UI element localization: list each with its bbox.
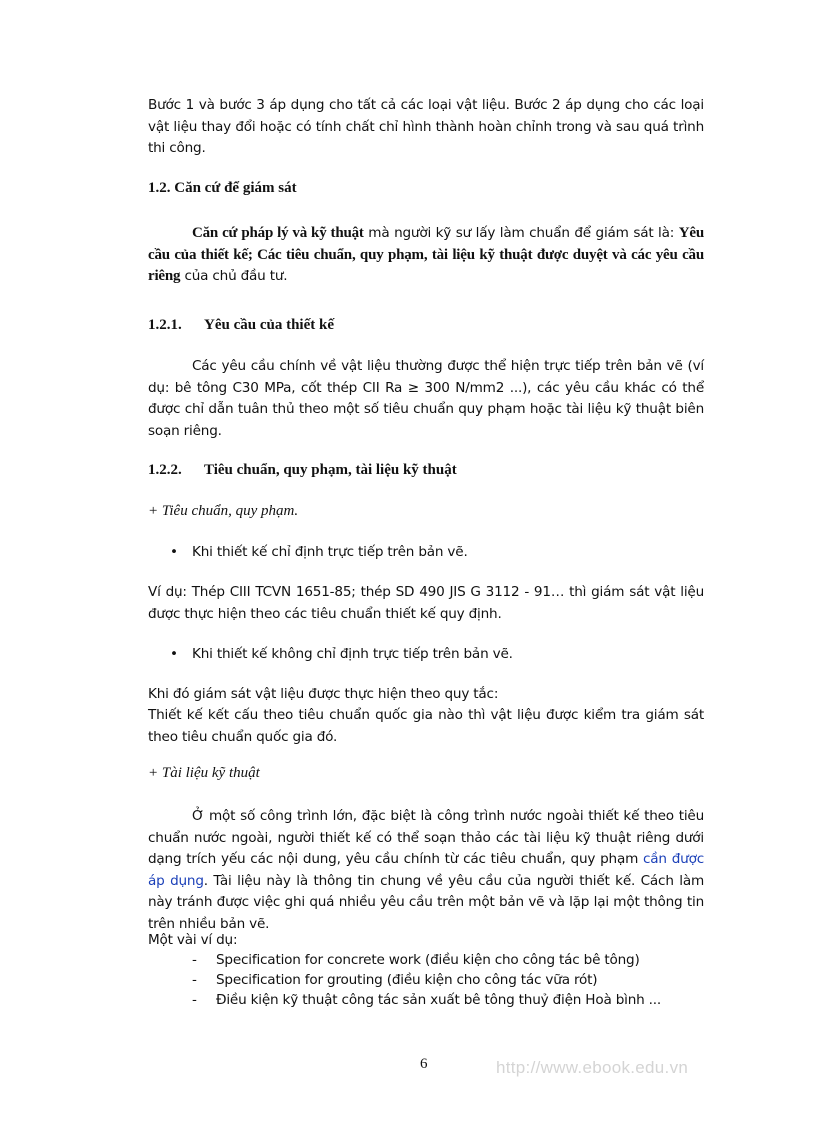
dash-list-item [148, 970, 704, 992]
rule-paragraph: Thiết kế kết cấu theo tiêu chuẩn quốc gia nào thì vật liệu được kiểm tra giám sát theo tiêu chuẩn quốc gia đó. [148, 707, 704, 745]
subheading-standards: + Tiêu chuẩn, quy phạm. [148, 503, 299, 519]
paragraph-text: Ở một số công trình lớn, đặc biệt là công trình nước ngoài thiết kế theo tiêu chuẩn nước ngoài, người thiết kế có thể soạn thảo các tài liệu kỹ thuật riêng dưới dạng trích yếu các nội dung, yêu cầu chính từ các tiêu chuẩn, quy phạm [148, 808, 704, 867]
bold-phrase: Căn cứ pháp lý và kỹ thuật [192, 225, 364, 241]
heading-title: Yêu cầu của thiết kế [204, 317, 334, 333]
section-heading-1-2: 1.2. Căn cứ để giám sát [148, 180, 297, 196]
dash-icon: - [192, 992, 197, 1008]
subheading-technical-docs: + Tài liệu kỹ thuật [148, 765, 260, 781]
highlighted-phrase: cần được áp dụng [148, 851, 704, 889]
rule-line: Khi đó giám sát vật liệu được thực hiện theo quy tắc: [148, 686, 499, 702]
section-heading-1-2-2 [148, 462, 457, 479]
paragraph-text: . Tài liệu này là thông tin chung về yêu cầu của người thiết kế. Cách làm này tránh được việc ghi quá nhiều yêu cầu trên một bản vẽ và lặp lại một thông tin trên nhiều bản vẽ. [148, 872, 704, 932]
watermark-url: http://www.ebook.edu.vn [496, 1058, 689, 1077]
bullet-icon: • [170, 646, 178, 662]
design-requirements-paragraph: Các yêu cầu chính về vật liệu thường được thể hiện trực tiếp trên bản vẽ (ví dụ: bê tông C30 MPa, cốt thép CII Ra ≥ 300 N/mm2 ...), các yêu cầu khác có thể được chỉ dẫn tuân thủ theo một số tiêu chuẩn quy phạm hoặc tài liệu kỹ thuật biên soạn riêng. [148, 358, 704, 439]
bullet-item [148, 644, 704, 666]
section-heading-1-2-1 [148, 317, 334, 334]
bullet-text: Khi thiết kế không chỉ định trực tiếp trên bản vẽ. [192, 646, 513, 662]
legal-basis-paragraph [148, 223, 704, 288]
dash-icon: - [192, 972, 197, 988]
bullet-icon: • [170, 544, 178, 560]
list-item-text: Specification for concrete work (điều kiện cho công tác bê tông) [216, 952, 640, 968]
example-paragraph: Ví dụ: Thép CIII TCVN 1651-85; thép SD 490 JIS G 3112 - 91… thì giám sát vật liệu được thực hiện theo các tiêu chuẩn thiết kế quy định. [148, 584, 704, 622]
dash-list-item [148, 950, 704, 972]
bullet-item [148, 542, 704, 564]
heading-number: 1.2.2. [148, 462, 182, 478]
plain-phrase: của chủ đầu tư. [180, 268, 288, 284]
examples-label: Một vài ví dụ: [148, 932, 238, 948]
dash-icon: - [192, 952, 197, 968]
bullet-text: Khi thiết kế chỉ định trực tiếp trên bản vẽ. [192, 544, 468, 560]
page-number: 6 [420, 1056, 428, 1072]
bold-phrase: Yêu cầu của thiết kế; Các tiêu chuẩn, quy phạm, tài liệu kỹ thuật được duyệt và các yêu cầu riêng [148, 225, 704, 284]
list-item-text: Specification for grouting (điều kiện cho công tác vữa rót) [216, 972, 598, 988]
list-item-text: Điều kiện kỹ thuật công tác sản xuất bê tông thuỷ điện Hoà bình ... [216, 992, 662, 1008]
heading-title: Tiêu chuẩn, quy phạm, tài liệu kỹ thuật [204, 462, 457, 478]
heading-number: 1.2.1. [148, 317, 182, 333]
intro-paragraph: Bước 1 và bước 3 áp dụng cho tất cả các loại vật liệu. Bước 2 áp dụng cho các loại vật liệu thay đổi hoặc có tính chất chỉ hình thành hoàn chỉnh trong và sau quá trình thi công. [148, 97, 704, 156]
technical-docs-paragraph [148, 806, 704, 935]
plain-phrase: mà người kỹ sư lấy làm chuẩn để giám sát là: [363, 225, 679, 241]
dash-list-item [148, 990, 704, 1012]
